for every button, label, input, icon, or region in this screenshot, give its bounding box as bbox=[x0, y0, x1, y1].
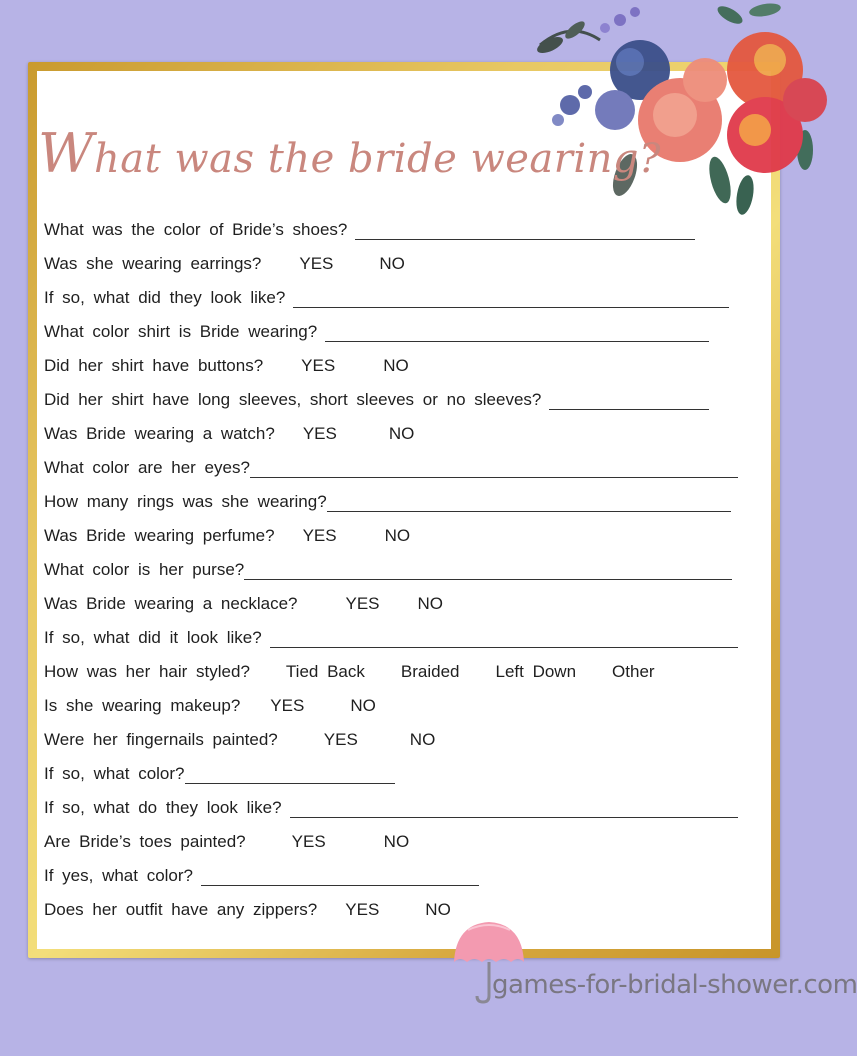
question-row: What color is her purse? bbox=[44, 554, 732, 580]
answer-line[interactable] bbox=[185, 765, 395, 784]
question-row: If so, what color? bbox=[44, 758, 395, 784]
answer-line[interactable] bbox=[290, 799, 738, 818]
option-yes[interactable]: YES bbox=[345, 900, 380, 919]
question-row: If so, what did it look like? bbox=[44, 622, 738, 648]
option-no[interactable]: NO bbox=[417, 594, 444, 613]
option-yes[interactable]: YES bbox=[323, 730, 358, 749]
option-no[interactable]: NO bbox=[409, 730, 436, 749]
question-row: Is she wearing makeup? YES NO bbox=[44, 696, 376, 715]
page-title: What was the bride wearing? bbox=[38, 122, 661, 185]
answer-line[interactable] bbox=[250, 459, 738, 478]
answer-line[interactable] bbox=[325, 323, 709, 342]
option-yes[interactable]: YES bbox=[345, 594, 380, 613]
question-row: Was Bride wearing a necklace? YES NO bbox=[44, 594, 444, 613]
question-row: What color are her eyes? bbox=[44, 452, 738, 478]
option-yes[interactable]: YES bbox=[302, 424, 337, 443]
answer-line[interactable] bbox=[201, 867, 479, 886]
option-no[interactable]: NO bbox=[379, 254, 405, 273]
question-row: Did her shirt have buttons? YES NO bbox=[44, 356, 409, 375]
question-row: How was her hair styled? Tied Back Braided Left Down Other bbox=[44, 662, 655, 681]
site-url: games-for-bridal-shower.com bbox=[492, 970, 857, 1000]
option-other[interactable]: Other bbox=[612, 662, 655, 681]
option-yes[interactable]: YES bbox=[299, 254, 334, 273]
option-yes[interactable]: YES bbox=[302, 526, 337, 545]
question-row: If so, what did they look like? bbox=[44, 282, 729, 308]
option-yes[interactable]: YES bbox=[301, 356, 336, 375]
question-row: Was Bride wearing perfume? YES NO bbox=[44, 526, 411, 545]
question-row: Are Bride’s toes painted? YES NO bbox=[44, 832, 410, 851]
option-no[interactable]: NO bbox=[388, 424, 415, 443]
question-row: If yes, what color? bbox=[44, 860, 479, 886]
question-row: Was she wearing earrings? YES NO bbox=[44, 254, 405, 273]
question-row: Does her outfit have any zippers? YES NO bbox=[44, 900, 451, 919]
answer-line[interactable] bbox=[270, 629, 738, 648]
question-row: Did her shirt have long sleeves, short sleeves or no sleeves? bbox=[44, 384, 709, 410]
answer-line[interactable] bbox=[327, 493, 731, 512]
question-row: Were her fingernails painted? YES NO bbox=[44, 730, 436, 749]
question-row: How many rings was she wearing? bbox=[44, 486, 731, 512]
option-no[interactable]: NO bbox=[350, 696, 376, 715]
option-yes[interactable]: YES bbox=[291, 832, 326, 851]
question-row: What was the color of Bride’s shoes? bbox=[44, 214, 695, 240]
answer-line[interactable] bbox=[293, 289, 729, 308]
option-braided[interactable]: Braided bbox=[400, 662, 460, 681]
option-tied-back[interactable]: Tied Back bbox=[285, 662, 365, 681]
question-row: If so, what do they look like? bbox=[44, 792, 738, 818]
option-no[interactable]: NO bbox=[384, 526, 411, 545]
option-no[interactable]: NO bbox=[383, 832, 410, 851]
option-yes[interactable]: YES bbox=[270, 696, 305, 715]
question-row: What color shirt is Bride wearing? bbox=[44, 316, 709, 342]
flower-bouquet-icon bbox=[530, 0, 816, 230]
option-no[interactable]: NO bbox=[425, 900, 451, 919]
question-row: Was Bride wearing a watch? YES NO bbox=[44, 424, 415, 443]
answer-line[interactable] bbox=[355, 221, 695, 240]
option-left-down[interactable]: Left Down bbox=[495, 662, 577, 681]
answer-line[interactable] bbox=[549, 391, 709, 410]
answer-line[interactable] bbox=[244, 561, 732, 580]
option-no[interactable]: NO bbox=[383, 356, 409, 375]
